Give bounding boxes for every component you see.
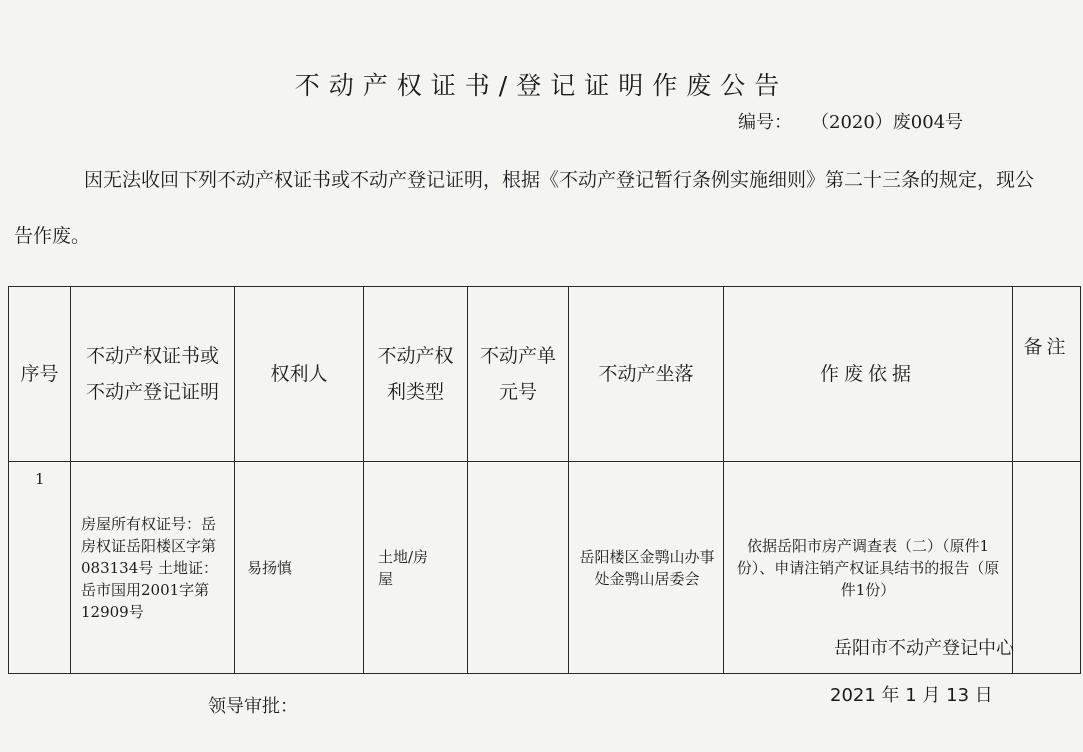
issuer-name: 岳阳市不动产登记中心	[834, 638, 1014, 659]
cell-unit-no	[468, 462, 569, 674]
cell-right-type: 土地/房屋	[364, 462, 468, 674]
cell-location: 岳阳楼区金鹗山办事处金鹗山居委会	[569, 462, 724, 674]
header-holder: 权利人	[235, 287, 364, 462]
void-certificates-table	[8, 286, 1081, 674]
header-basis: 作废依据	[724, 287, 1013, 462]
cell-basis: 依据岳阳市房产调查表（二）（原件1份）、申请注销产权证具结书的报告（原件1份）	[724, 462, 1013, 674]
document-number	[738, 108, 963, 134]
page-title: 不动产权证书/登记证明作废公告	[294, 71, 789, 100]
issue-date: 2021 年 1 月 13 日	[830, 685, 993, 706]
cell-index: 1	[9, 462, 71, 674]
table-header-row	[9, 287, 1081, 462]
intro-paragraph: 因无法收回下列不动产权证书或不动产登记证明，根据《不动产登记暂行条例实施细则》第二十三条的规定，现公告作废。	[14, 169, 1035, 247]
cell-remark	[1013, 462, 1081, 674]
document-number-label: 编号：	[738, 112, 792, 133]
cell-holder: 易扬慎	[235, 462, 364, 674]
header-location: 不动产坐落	[569, 287, 724, 462]
header-index: 序号	[9, 287, 71, 462]
document-number-value: （2020）废004号	[820, 112, 964, 133]
header-cert: 不动产权证书或不动产登记证明	[71, 287, 235, 462]
header-remark: 备注	[1013, 287, 1081, 462]
header-unit-no: 不动产单元号	[468, 287, 569, 462]
cell-cert: 房屋所有权证号：岳房权证岳阳楼区字第083134号 土地证：岳市国用2001字第12909号	[71, 462, 235, 674]
approval-label: 领导审批：	[208, 696, 298, 717]
header-right-type: 不动产权利类型	[364, 287, 468, 462]
